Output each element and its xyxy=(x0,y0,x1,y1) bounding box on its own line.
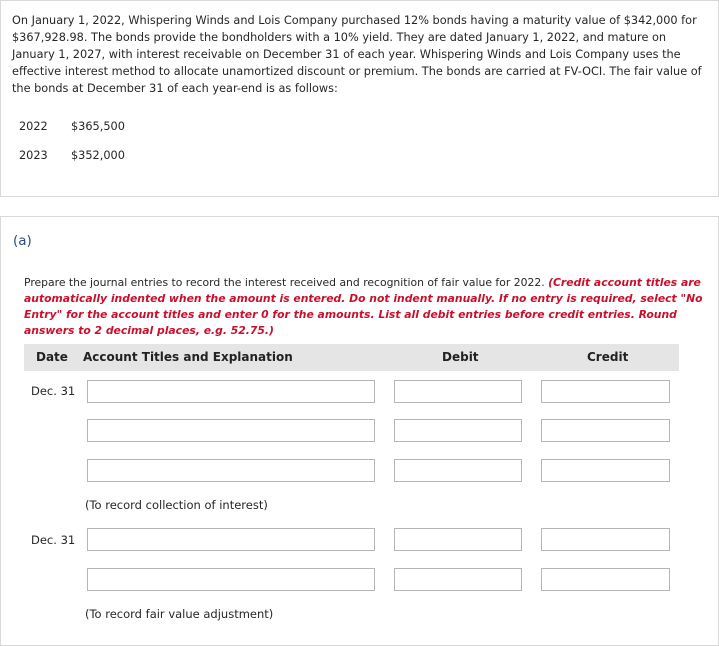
entry-2-line-1-credit-input[interactable] xyxy=(541,528,670,551)
entry-1-date: Dec. 31 xyxy=(31,384,76,398)
entry-1-line-2-debit-input[interactable] xyxy=(394,419,522,442)
entry-1-line-3-credit-input[interactable] xyxy=(541,459,670,482)
entry-1-line-1-credit-input[interactable] xyxy=(541,380,670,403)
fair-value-row-2023 xyxy=(19,149,125,162)
entry-1-memo: (To record collection of interest) xyxy=(85,498,268,512)
fair-value-amount: $365,500 xyxy=(71,120,125,133)
entry-1-line-3-account-input[interactable] xyxy=(87,459,375,482)
entry-2-line-2-debit-input[interactable] xyxy=(394,568,522,591)
fair-value-amount: $352,000 xyxy=(71,149,125,162)
journal-table-header xyxy=(24,344,679,371)
entry-1-line-2-credit-input[interactable] xyxy=(541,419,670,442)
header-account-titles: Account Titles and Explanation xyxy=(83,350,293,364)
part-a-box xyxy=(0,216,719,646)
entry-2-memo: (To record fair value adjustment) xyxy=(85,607,274,621)
entry-1-line-3-debit-input[interactable] xyxy=(394,459,522,482)
fair-value-row-2022 xyxy=(19,120,125,133)
fair-value-year: 2022 xyxy=(19,120,48,133)
problem-text: On January 1, 2022, Whispering Winds and Lois Company purchased 12% bonds having a maturity value of $342,000 for $367,928.98. The bonds provide the bondholders with a 10% yield. They are dated January 1, 2022, and mature on January 1, 2027, with interest receivable on December 31 of each year. Whispering Winds and Lois Company uses the effective interest method to allocate unamortized discount or premium. The bonds are carried at FV-OCI. The fair value of the bonds at December 31 of each year-end is as follows: xyxy=(12,14,702,95)
entry-2-line-1-debit-input[interactable] xyxy=(394,528,522,551)
fair-value-year: 2023 xyxy=(19,149,48,162)
instruction-text: Prepare the journal entries to record the interest received and recognition of fair value for 2022. xyxy=(24,276,549,289)
entry-1-line-2-account-input[interactable] xyxy=(87,419,375,442)
entry-2-date: Dec. 31 xyxy=(31,533,76,547)
problem-statement-box xyxy=(0,0,719,197)
header-debit: Debit xyxy=(442,350,479,364)
instruction-warning: (Credit account titles are automatically indented when the amount is entered. Do not indent manually. If no entry is required, select "No Entry" for the account titles and enter 0 for the amounts. List all debit entries before credit entries. Round answers to 2 decimal places, e.g. 52.75.) xyxy=(24,276,703,337)
entry-2-line-2-credit-input[interactable] xyxy=(541,568,670,591)
entry-1-line-1-account-input[interactable] xyxy=(87,380,375,403)
header-date: Date xyxy=(36,350,68,364)
entry-2-line-1-account-input[interactable] xyxy=(87,528,375,551)
entry-2-line-2-account-input[interactable] xyxy=(87,568,375,591)
part-label: (a) xyxy=(13,233,32,249)
instructions xyxy=(24,275,704,339)
header-credit: Credit xyxy=(587,350,629,364)
entry-1-line-1-debit-input[interactable] xyxy=(394,380,522,403)
